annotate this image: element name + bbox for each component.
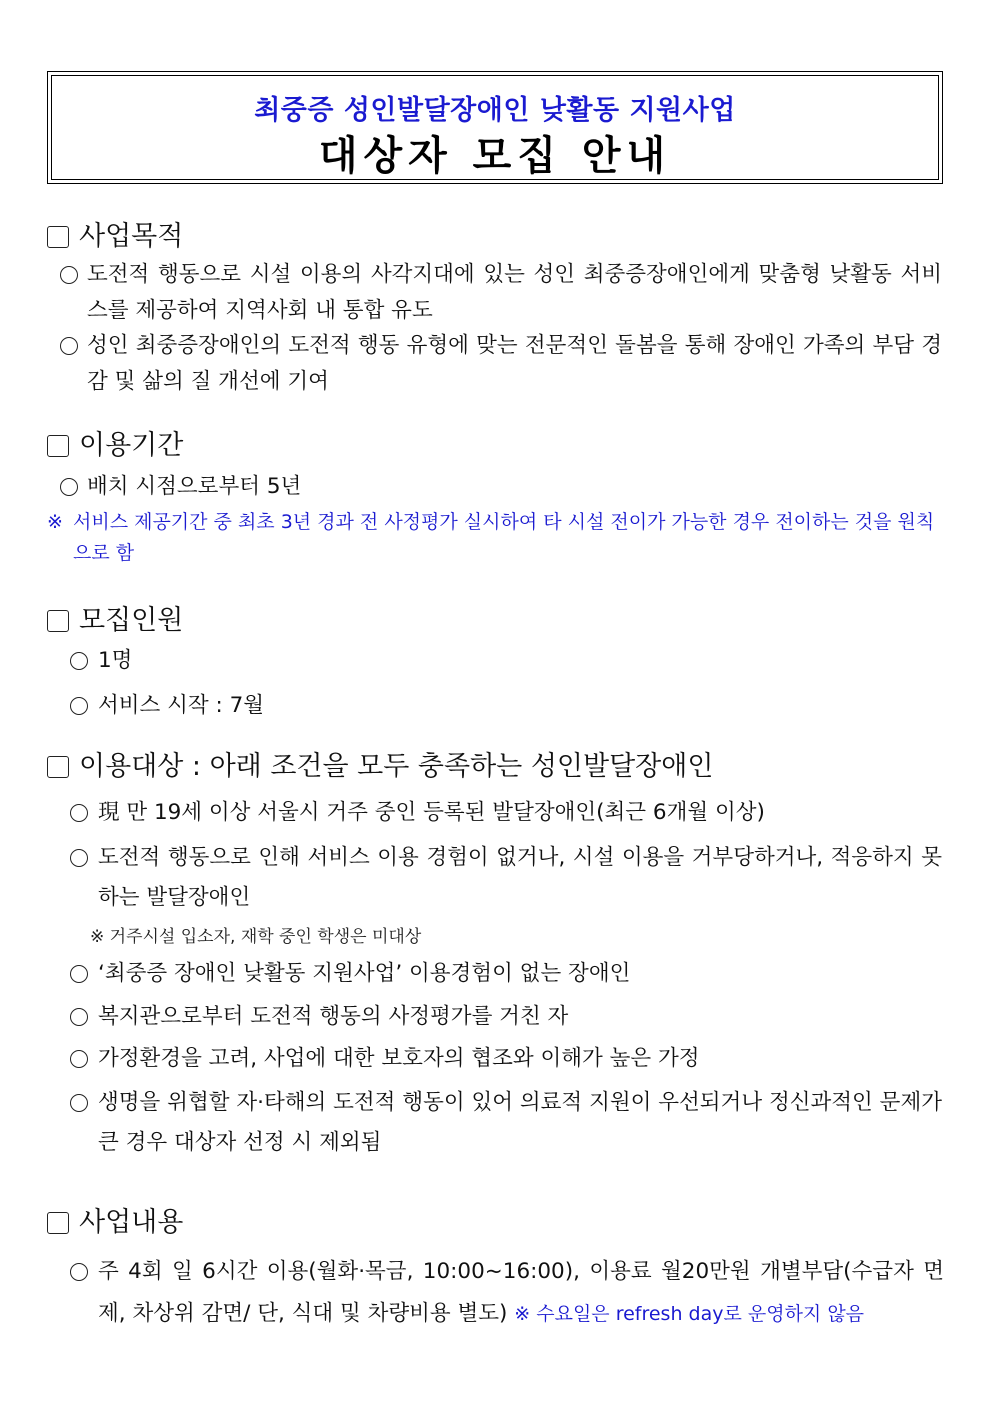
section-heading-text: 이용기간 xyxy=(79,430,184,461)
circle-bullet-icon xyxy=(70,804,88,822)
list-item xyxy=(70,1251,944,1335)
list-item xyxy=(70,1041,942,1077)
circle-bullet-icon xyxy=(70,1094,88,1112)
checkbox-square-icon xyxy=(47,1212,69,1234)
title-box-inner-border xyxy=(51,75,939,180)
section-heading-content xyxy=(47,1206,183,1240)
list-item xyxy=(60,469,942,505)
list-item-text: 복지관으로부터 도전적 행동의 사정평가를 거친 자 xyxy=(98,1004,569,1029)
list-item-text: 서비스 시작 : 7월 xyxy=(98,693,265,718)
circle-bullet-icon xyxy=(60,266,78,284)
list-item xyxy=(70,956,942,992)
section-heading-text: 사업내용 xyxy=(79,1207,184,1238)
list-item-text xyxy=(70,1251,944,1335)
section-heading-target xyxy=(47,750,713,784)
list-item xyxy=(70,795,942,831)
circle-bullet-icon xyxy=(70,652,88,670)
list-item-text: ‘최중증 장애인 낮활동 지원사업’ 이용경험이 없는 장애인 xyxy=(98,961,631,986)
circle-bullet-icon xyxy=(70,1008,88,1026)
list-item xyxy=(70,688,942,724)
circle-bullet-icon xyxy=(70,1050,88,1068)
list-item-text: 배치 시점으로부터 5년 xyxy=(87,474,302,499)
list-item-text: 성인 최중증장애인의 도전적 행동 유형에 맞는 전문적인 돌봄을 통해 장애인 가족의 부담 경감 및 삶의 질 개선에 기여 xyxy=(87,333,942,394)
list-item-text: 생명을 위협할 자·타해의 도전적 행동이 있어 의료적 지원이 우선되거나 정신과적인 문제가 큰 경우 대상자 선정 시 제외됨 xyxy=(98,1090,942,1155)
target-sub-note: ※ 거주시설 입소자, 재학 중인 학생은 미대상 xyxy=(90,927,422,947)
content-item-text: 주 4회 일 6시간 이용(월화·목금, 10:00~16:00), 이용료 월20만원 개별부담(수급자 면제, 차상위 감면/ 단, 식대 및 차량비용 별도) xyxy=(98,1259,944,1326)
list-item xyxy=(70,838,942,918)
circle-bullet-icon xyxy=(70,1263,88,1281)
circle-bullet-icon xyxy=(70,697,88,715)
circle-bullet-icon xyxy=(70,965,88,983)
list-item xyxy=(60,257,942,329)
title-box xyxy=(47,71,943,184)
list-item xyxy=(70,999,942,1035)
section-heading-text: 모집인원 xyxy=(79,605,184,636)
circle-bullet-icon xyxy=(60,478,78,496)
list-item-text: 1명 xyxy=(98,648,133,673)
checkbox-square-icon xyxy=(47,610,69,632)
period-note xyxy=(47,507,945,569)
circle-bullet-icon xyxy=(60,337,78,355)
circle-bullet-icon xyxy=(70,849,88,867)
content-item-note: ※ 수요일은 refresh day로 운영하지 않음 xyxy=(514,1303,865,1325)
list-item xyxy=(70,643,942,679)
list-item xyxy=(60,328,942,400)
document-subtitle: 최중증 성인발달장애인 낮활동 지원사업 xyxy=(254,95,736,126)
period-note-text: 서비스 제공기간 중 최초 3년 경과 전 사정평가 실시하여 타 시설 전이가 가능한 경우 전이하는 것을 원칙으로 함 xyxy=(73,511,935,564)
section-heading-period xyxy=(47,429,183,463)
section-heading-recruit xyxy=(47,604,183,638)
checkbox-square-icon xyxy=(47,435,69,457)
section-heading-text: 이용대상 : 아래 조건을 모두 충족하는 성인발달장애인 xyxy=(79,751,714,782)
document-title: 대상자 모집 안내 xyxy=(318,133,672,179)
note-mark: ※ xyxy=(47,511,63,533)
list-item-text: 現 만 19세 이상 서울시 거주 중인 등록된 발달장애인(최근 6개월 이상) xyxy=(98,800,765,825)
section-heading-text: 사업목적 xyxy=(79,221,184,252)
list-item-text: 가정환경을 고려, 사업에 대한 보호자의 협조와 이해가 높은 가정 xyxy=(98,1046,700,1071)
list-item xyxy=(70,1083,942,1163)
checkbox-square-icon xyxy=(47,756,69,778)
list-item-text: 도전적 행동으로 인해 서비스 이용 경험이 없거나, 시설 이용을 거부당하거나, 적응하지 못하는 발달장애인 xyxy=(98,845,942,910)
checkbox-square-icon xyxy=(47,226,69,248)
section-heading-purpose xyxy=(47,220,183,254)
list-item-text: 도전적 행동으로 시설 이용의 사각지대에 있는 성인 최중증장애인에게 맞춤형 낮활동 서비스를 제공하여 지역사회 내 통합 유도 xyxy=(87,262,942,323)
